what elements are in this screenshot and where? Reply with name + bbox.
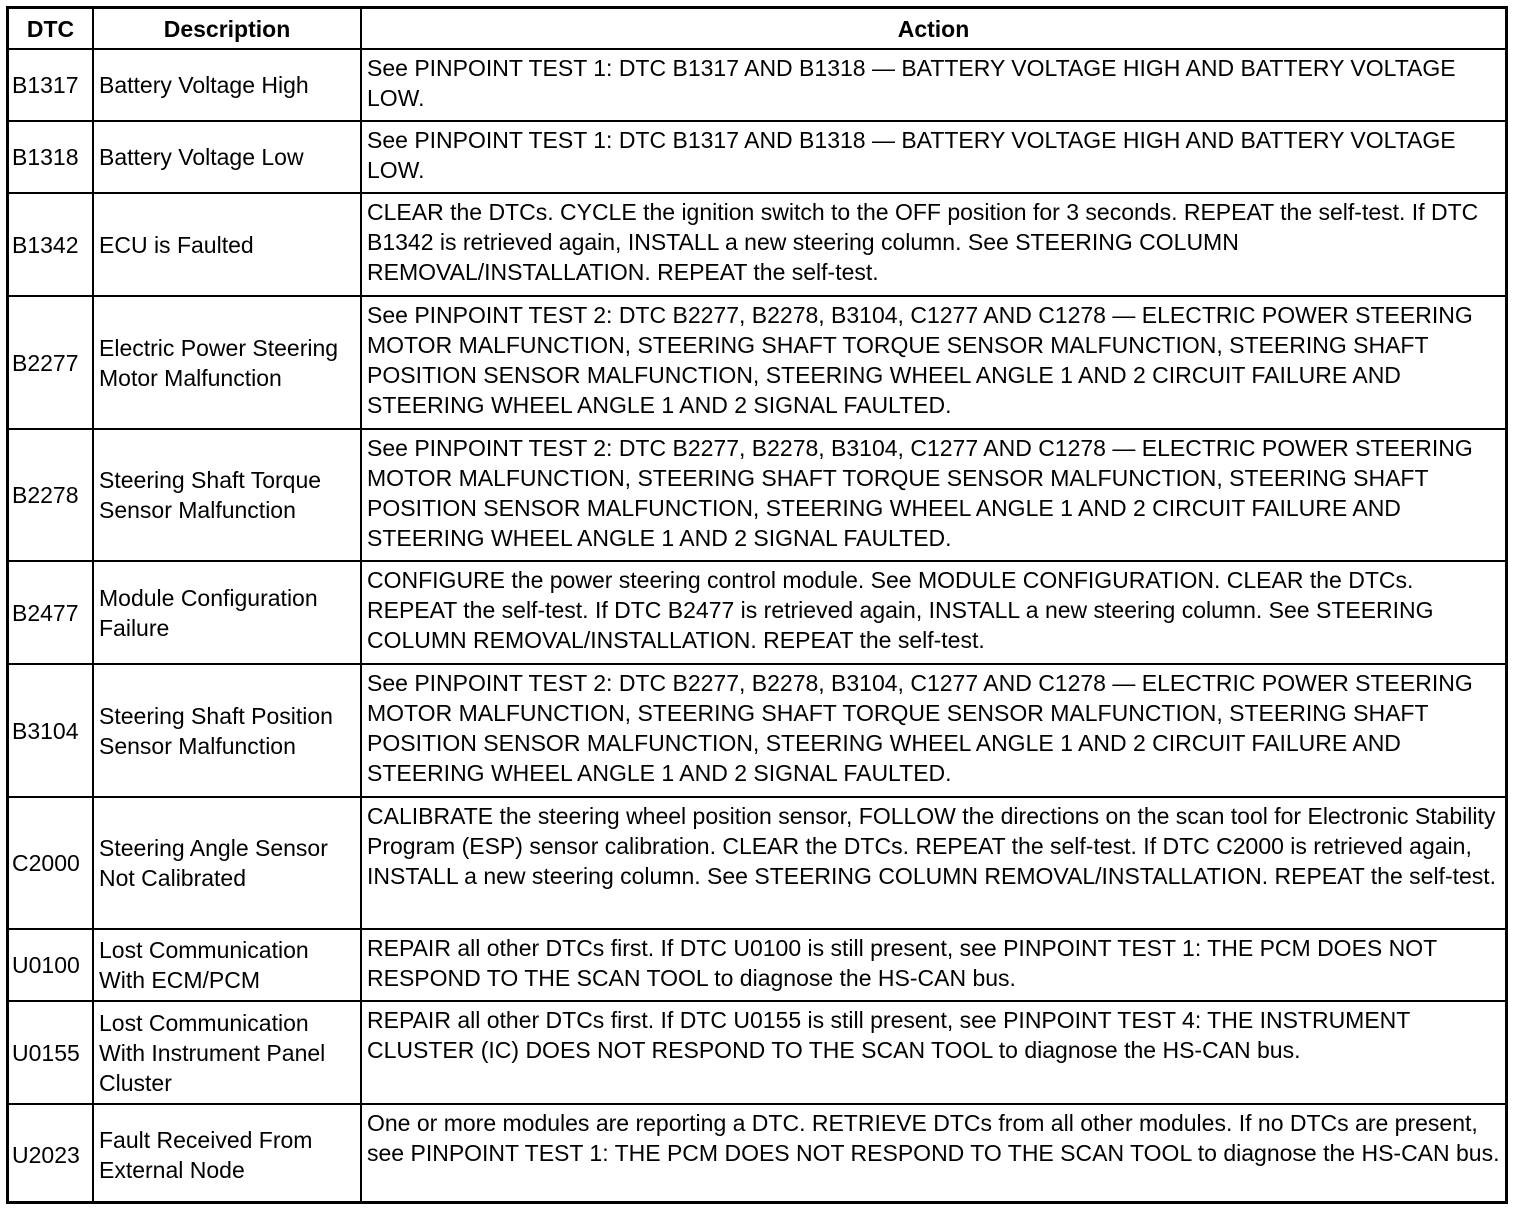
dtc-description: Fault Received From External Node [93, 1104, 361, 1204]
dtc-table [9, 9, 1505, 1204]
table-row [9, 664, 1505, 797]
dtc-code: B1317 [9, 49, 93, 121]
dtc-code: B2477 [9, 561, 93, 664]
dtc-action: One or more modules are reporting a DTC. RETRIEVE DTCs from all other modules. If no DTCs are present, see PINPOINT TEST 1: THE PCM DOES NOT RESPOND TO THE SCAN TOOL to diagnose the HS-CAN bus. [361, 1104, 1505, 1204]
dtc-action: CONFIGURE the power steering control module. See MODULE CONFIGURATION. CLEAR the DTCs. REPEAT the self-test. If DTC B2477 is retrieved again, INSTALL a new steering column. See STEERING COLUMN REMOVAL/INSTALLATION. REPEAT the self-test. [361, 561, 1505, 664]
dtc-description: ECU is Faulted [93, 193, 361, 296]
dtc-description: Steering Shaft Position Sensor Malfunction [93, 664, 361, 797]
dtc-description: Lost Communication With Instrument Panel Cluster [93, 1001, 361, 1104]
dtc-code: U2023 [9, 1104, 93, 1204]
dtc-action: See PINPOINT TEST 1: DTC B1317 AND B1318 — BATTERY VOLTAGE HIGH AND BATTERY VOLTAGE LOW. [361, 121, 1505, 193]
table-row [9, 121, 1505, 193]
dtc-code: B2277 [9, 296, 93, 429]
table-row [9, 1001, 1505, 1104]
dtc-action: REPAIR all other DTCs first. If DTC U0100 is still present, see PINPOINT TEST 1: THE PCM DOES NOT RESPOND TO THE SCAN TOOL to diagnose the HS-CAN bus. [361, 929, 1505, 1001]
dtc-action: See PINPOINT TEST 1: DTC B1317 AND B1318 — BATTERY VOLTAGE HIGH AND BATTERY VOLTAGE LOW. [361, 49, 1505, 121]
dtc-description: Lost Communication With ECM/PCM [93, 929, 361, 1001]
table-row [9, 929, 1505, 1001]
dtc-action: CALIBRATE the steering wheel position sensor, FOLLOW the directions on the scan tool for Electronic Stability Program (ESP) sensor calibration. CLEAR the DTCs. REPEAT the self-test. If DTC C2000 is retrieved again, INSTALL a new steering column. See STEERING COLUMN REMOVAL/INSTALLATION. REPEAT the self-test. [361, 797, 1505, 929]
dtc-code: B1342 [9, 193, 93, 296]
dtc-action: CLEAR the DTCs. CYCLE the ignition switch to the OFF position for 3 seconds. REPEAT the self-test. If DTC B1342 is retrieved again, INSTALL a new steering column. See STEERING COLUMN REMOVAL/INSTALLATION. REPEAT the self-test. [361, 193, 1505, 296]
dtc-description: Steering Shaft Torque Sensor Malfunction [93, 429, 361, 561]
dtc-description: Battery Voltage Low [93, 121, 361, 193]
dtc-code: U0155 [9, 1001, 93, 1104]
dtc-table-frame [6, 6, 1508, 1204]
table-row [9, 561, 1505, 664]
table-row [9, 1104, 1505, 1204]
table-row [9, 49, 1505, 121]
header-description: Description [93, 9, 361, 49]
dtc-description: Electric Power Steering Motor Malfunction [93, 296, 361, 429]
dtc-description: Battery Voltage High [93, 49, 361, 121]
dtc-action: See PINPOINT TEST 2: DTC B2277, B2278, B3104, C1277 AND C1278 — ELECTRIC POWER STEERING MOTOR MALFUNCTION, STEERING SHAFT TORQUE SENSOR MALFUNCTION, STEERING SHAFT POSITION SENSOR MALFUNCTION, STEERING WHEEL ANGLE 1 AND 2 CIRCUIT FAILURE AND STEERING WHEEL ANGLE 1 AND 2 SIGNAL FAULTED. [361, 296, 1505, 429]
dtc-action: See PINPOINT TEST 2: DTC B2277, B2278, B3104, C1277 AND C1278 — ELECTRIC POWER STEERING MOTOR MALFUNCTION, STEERING SHAFT TORQUE SENSOR MALFUNCTION, STEERING SHAFT POSITION SENSOR MALFUNCTION, STEERING WHEEL ANGLE 1 AND 2 CIRCUIT FAILURE AND STEERING WHEEL ANGLE 1 AND 2 SIGNAL FAULTED. [361, 429, 1505, 561]
table-row [9, 193, 1505, 296]
dtc-code: B3104 [9, 664, 93, 797]
dtc-code: B1318 [9, 121, 93, 193]
dtc-code: U0100 [9, 929, 93, 1001]
dtc-action: REPAIR all other DTCs first. If DTC U0155 is still present, see PINPOINT TEST 4: THE INSTRUMENT CLUSTER (IC) DOES NOT RESPOND TO THE SCAN TOOL to diagnose the HS-CAN bus. [361, 1001, 1505, 1104]
dtc-description: Module Configuration Failure [93, 561, 361, 664]
table-row [9, 429, 1505, 561]
dtc-action: See PINPOINT TEST 2: DTC B2277, B2278, B3104, C1277 AND C1278 — ELECTRIC POWER STEERING MOTOR MALFUNCTION, STEERING SHAFT TORQUE SENSOR MALFUNCTION, STEERING SHAFT POSITION SENSOR MALFUNCTION, STEERING WHEEL ANGLE 1 AND 2 CIRCUIT FAILURE AND STEERING WHEEL ANGLE 1 AND 2 SIGNAL FAULTED. [361, 664, 1505, 797]
header-action: Action [361, 9, 1505, 49]
table-row [9, 296, 1505, 429]
dtc-code: C2000 [9, 797, 93, 929]
table-row [9, 797, 1505, 929]
dtc-description: Steering Angle Sensor Not Calibrated [93, 797, 361, 929]
table-header-row [9, 9, 1505, 49]
header-dtc: DTC [9, 9, 93, 49]
dtc-code: B2278 [9, 429, 93, 561]
